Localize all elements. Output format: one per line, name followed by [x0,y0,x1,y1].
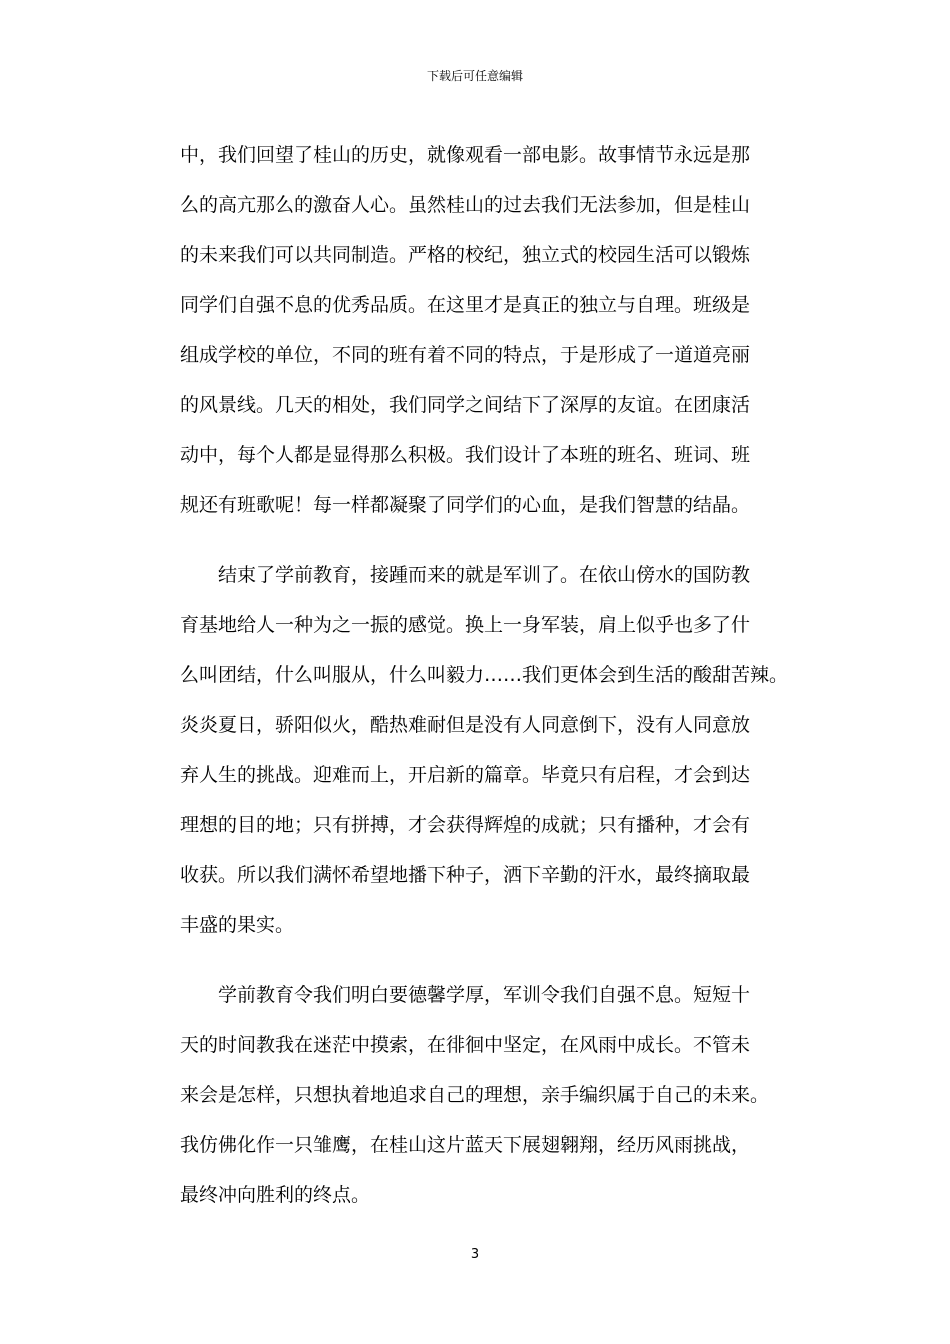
paragraph-3 [180,970,780,1220]
text-line: 育基地给人一种为之一振的感觉。换上一身军装，肩上似乎也多了什 [180,614,751,636]
text-line: 最终冲向胜利的终点。 [180,1184,371,1206]
text-line: 丰盛的果实。 [180,914,295,936]
text-line: 我仿佛化作一只雏鹰，在桂山这片蓝天下展翅翱翔，经历风雨挑战， [180,1134,751,1156]
text-line: 的风景线。几天的相处，我们同学之间结下了深厚的友谊。在团康活 [180,394,751,416]
text-line: 的未来我们可以共同制造。严格的校纪，独立式的校园生活可以锻炼 [180,244,751,266]
text-line: 理想的目的地；只有拼搏，才会获得辉煌的成就；只有播种，才会有 [180,814,751,836]
text-line: 弃人生的挑战。迎难而上，开启新的篇章。毕竟只有启程，才会到达 [180,764,751,786]
page-number: 3 [470,1247,480,1262]
text-line: 结束了学前教育，接踵而来的就是军训了。在依山傍水的国防教 [218,564,751,586]
text-line: 么叫团结，什么叫服从，什么叫毅力……我们更体会到生活的酸甜苦辣。 [180,664,789,686]
document-body [180,130,789,1220]
text-line: 来会是怎样，只想执着地追求自己的理想，亲手编织属于自己的未来。 [180,1084,770,1106]
text-line: 规还有班歌呢！每一样都凝聚了同学们的心血，是我们智慧的结晶。 [180,494,751,516]
text-line: 么的高亢那么的激奋人心。虽然桂山的过去我们无法参加，但是桂山 [180,194,751,216]
paragraph-2 [180,550,789,950]
text-line: 中，我们回望了桂山的历史，就像观看一部电影。故事情节永远是那 [180,144,751,166]
text-line: 同学们自强不息的优秀品质。在这里才是真正的独立与自理。班级是 [180,294,751,316]
text-line: 学前教育令我们明白要德馨学厚，军训令我们自强不息。短短十 [218,984,751,1006]
text-line: 天的时间教我在迷茫中摸索，在徘徊中坚定，在风雨中成长。不管未 [180,1034,751,1056]
text-line: 炎炎夏日，骄阳似火，酷热难耐但是没有人同意倒下，没有人同意放 [180,714,751,736]
text-line: 组成学校的单位，不同的班有着不同的特点，于是形成了一道道亮丽 [180,344,751,366]
paragraph-1 [180,130,780,530]
text-line: 收获。所以我们满怀希望地播下种子，洒下辛勤的汗水，最终摘取最 [180,864,751,886]
page-header: 下载后可任意编辑 [426,69,523,83]
text-line: 动中，每个人都是显得那么积极。我们设计了本班的班名、班词、班 [180,444,751,466]
